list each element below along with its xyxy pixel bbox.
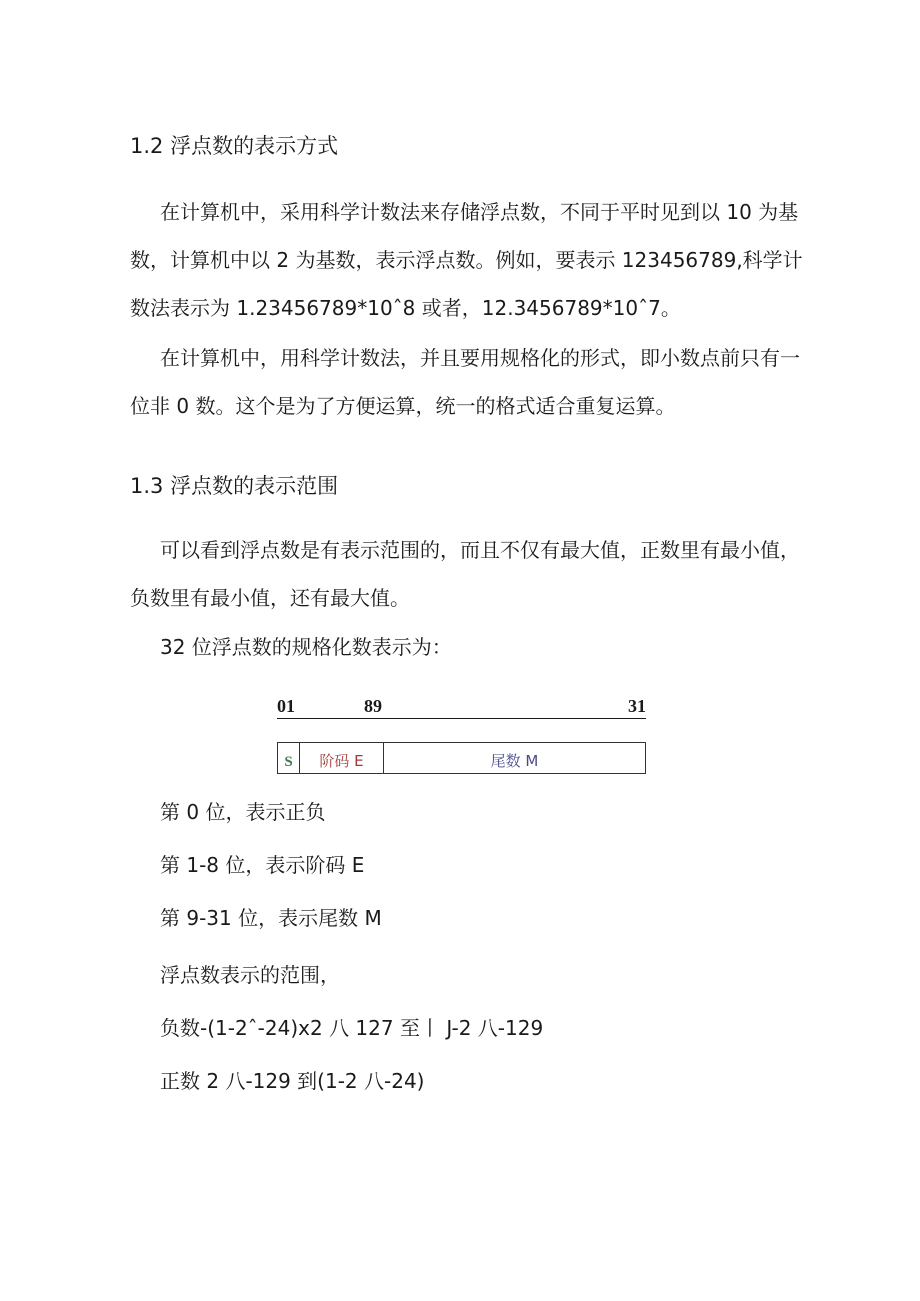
paragraph-line: 位非 0 数。这个是为了方便运算，统一的格式适合重复运算。 [130,394,676,418]
sign-field: S [278,743,300,773]
mantissa-field: 尾数 M [490,752,539,770]
range-title: 浮点数表示的范围， [160,963,340,987]
paragraph-line: 数，计算机中以 2 为基数，表示浮点数。例如，要表示 123456789,科学计 [130,248,803,272]
paragraph-line: 可以看到浮点数是有表示范围的，而且不仅有最大值，正数里有最小值， [160,538,800,562]
range-negative: 负数-(1-2ˆ-24)x2 八 127 至丨 J-2 八-129 [160,1016,544,1040]
float-register-diagram [277,742,646,774]
paragraph-32bit-format: 32 位浮点数的规格化数表示为： [160,635,452,659]
bit-label-0-1: 01 [277,696,295,716]
paragraph-line: 负数里有最小值，还有最大值。 [130,586,410,610]
bit-label-8-9: 89 [364,696,382,716]
paragraph-line: 在计算机中，用科学计数法，并且要用规格化的形式，即小数点前只有一 [160,346,800,370]
bit-label-31: 31 [628,696,646,716]
bit-desc-sign: 第 0 位，表示正负 [160,800,326,824]
paragraph-normalization [130,334,810,430]
bit-desc-mantissa: 第 9-31 位，表示尾数 M [160,906,382,930]
paragraph-scientific-notation [130,188,810,332]
paragraph-line: 数法表示为 1.23456789*10ˆ8 或者，12.3456789*10ˆ7。 [130,296,681,320]
exponent-field: 阶码 E [300,743,384,773]
section-heading-1-3: 1.3 浮点数的表示范围 [130,474,339,498]
bit-desc-exponent: 第 1-8 位，表示阶码 E [160,853,365,877]
bit-position-labels [277,696,646,719]
range-positive: 正数 2 八-129 到(1-2 八-24) [160,1069,425,1093]
paragraph-line: 在计算机中，采用科学计数法来存储浮点数，不同于平时见到以 10 为基 [160,200,799,224]
paragraph-range-intro [130,526,810,622]
section-heading-1-2: 1.2 浮点数的表示方式 [130,134,339,158]
